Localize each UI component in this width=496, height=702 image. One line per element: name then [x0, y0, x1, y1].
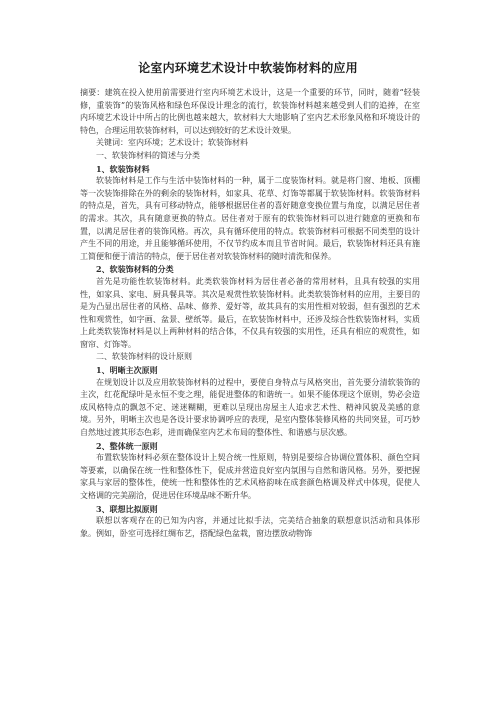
paragraph: 布置软装饰材料必须在整体设计上契合统一性原则，特别是要综合协调位置体积、颜色空间等要素，以确保在统一性和整体性下，促成并营造良好室内氛围与自然和谐风格。另外，要把握家具与家居的整体性，使统一性和整体性的艺术风格韵味在成套颜色格调及样式中体现，促使人文格调的完美副洽，促进居住环境品味不断升华。 — [80, 453, 420, 500]
section-heading: 二、软装饰材料的设计原则 — [96, 352, 192, 362]
subsection-heading: 3、联想比拟原则 — [96, 503, 158, 514]
paragraph: 软装饰材料是工作与生活中装饰材料的一种，属于二度装饰材料。就是将门窗、地板、顶棚等一次装饰排除在外的剩余的装饰材料，如家具、花草、灯饰等都属于软装饰材料。软装饰材料的特点是，首先，具有可移动特点，能够根据居住者的喜好随意变换位置与角度，以满足居住者的需求。其次，具有随意更换的特点。居住者对于原有的软装饰材料可以进行随意的更换和布置，以满足居住者的装饰风格。再次，具有循环使用的特点。软装饰材料可根据不同类型的设计产生不同的用途，并且能够循环使用，不仅节约成本而且节省时间。最后，软装饰材料还具有施工简便和便于清洁的特点，便于居住者对软装饰材料的随时清洗和保养。 — [80, 176, 420, 261]
paragraph: 首先是功能性软装饰材料。此类软装饰材料为居住者必备的常用材料，且具有较强的实用性，如家具、家电、厨具餐具等。其次是观赏性软装饰材料。此类软装饰材料的应用，主要目的是为凸显出居住者的风格、品味、修养、爱好等，故其具有的实用性相对较弱，但有强烈的艺术性和观赏性，如字画、盆景、壁纸等。最后，在软装饰材料中，还涉及综合性软装饰材料，实质上此类软装饰材料是以上两种材料的结合体，不仅具有较强的实用性，还具有相应的观赏性，如窗帘、灯饰等。 — [80, 276, 420, 349]
paragraph: 在规划设计以及应用软装饰材料的过程中，要使自身特点与风格突出，首先要分清软装饰的主次，红花配绿叶是永恒不变之理，能促进整体的和谐统一。如果不能体现这个原则，势必会造成风格特点的飘忽不定、迷迷糊糊，更难以呈现出房屋主人追求艺术性、精神风貌及美感的意境。另外，明晰主次也是各设计要求协调呼应的表现，是室内整体装修风格的共同突显，可巧妙自然地过渡其形态色彩，进而确保室内艺术布局的整体性、和谐感与层次感。 — [80, 377, 420, 438]
subsection-heading: 1、软装饰材料 — [96, 163, 150, 174]
subsection-heading: 1、明晰主次原则 — [96, 365, 158, 376]
document-body — [80, 87, 420, 540]
subsection-heading: 2、整体统一原则 — [96, 440, 158, 451]
document-title: 论室内环境艺术设计中软装饰材料的应用 — [138, 61, 358, 75]
subsection-heading: 2、软装饰材料的分类 — [96, 264, 174, 275]
paragraph: 联想以客观存在的已知为内容，并通过比拟手法，完美结合抽象的联想意识活动和具体形象。例如，卧室可选择红绸布艺，搭配绿色盆栽，窗边摆放动物饰 — [80, 516, 420, 538]
section-heading: 一、软装饰材料的简述与分类 — [96, 150, 200, 160]
abstract-paragraph: 摘要：建筑在投入使用前需要进行室内环境艺术设计，这是一个重要的环节，同时，随着“轻装修，重装饰”的装饰风格和绿色环保设计理念的流行，软装饰材料越来越受到人们的追捧，在室内环境艺术设计中所占的比例也越来越大，软材料大大地影响了室内艺术形象风格和环境设计的特色，合理运用软装饰材料，可以达到较好的艺术设计效果。 — [80, 88, 420, 135]
keywords-line: 关键词：室内环境；艺术设计；软装饰材料 — [96, 138, 248, 148]
